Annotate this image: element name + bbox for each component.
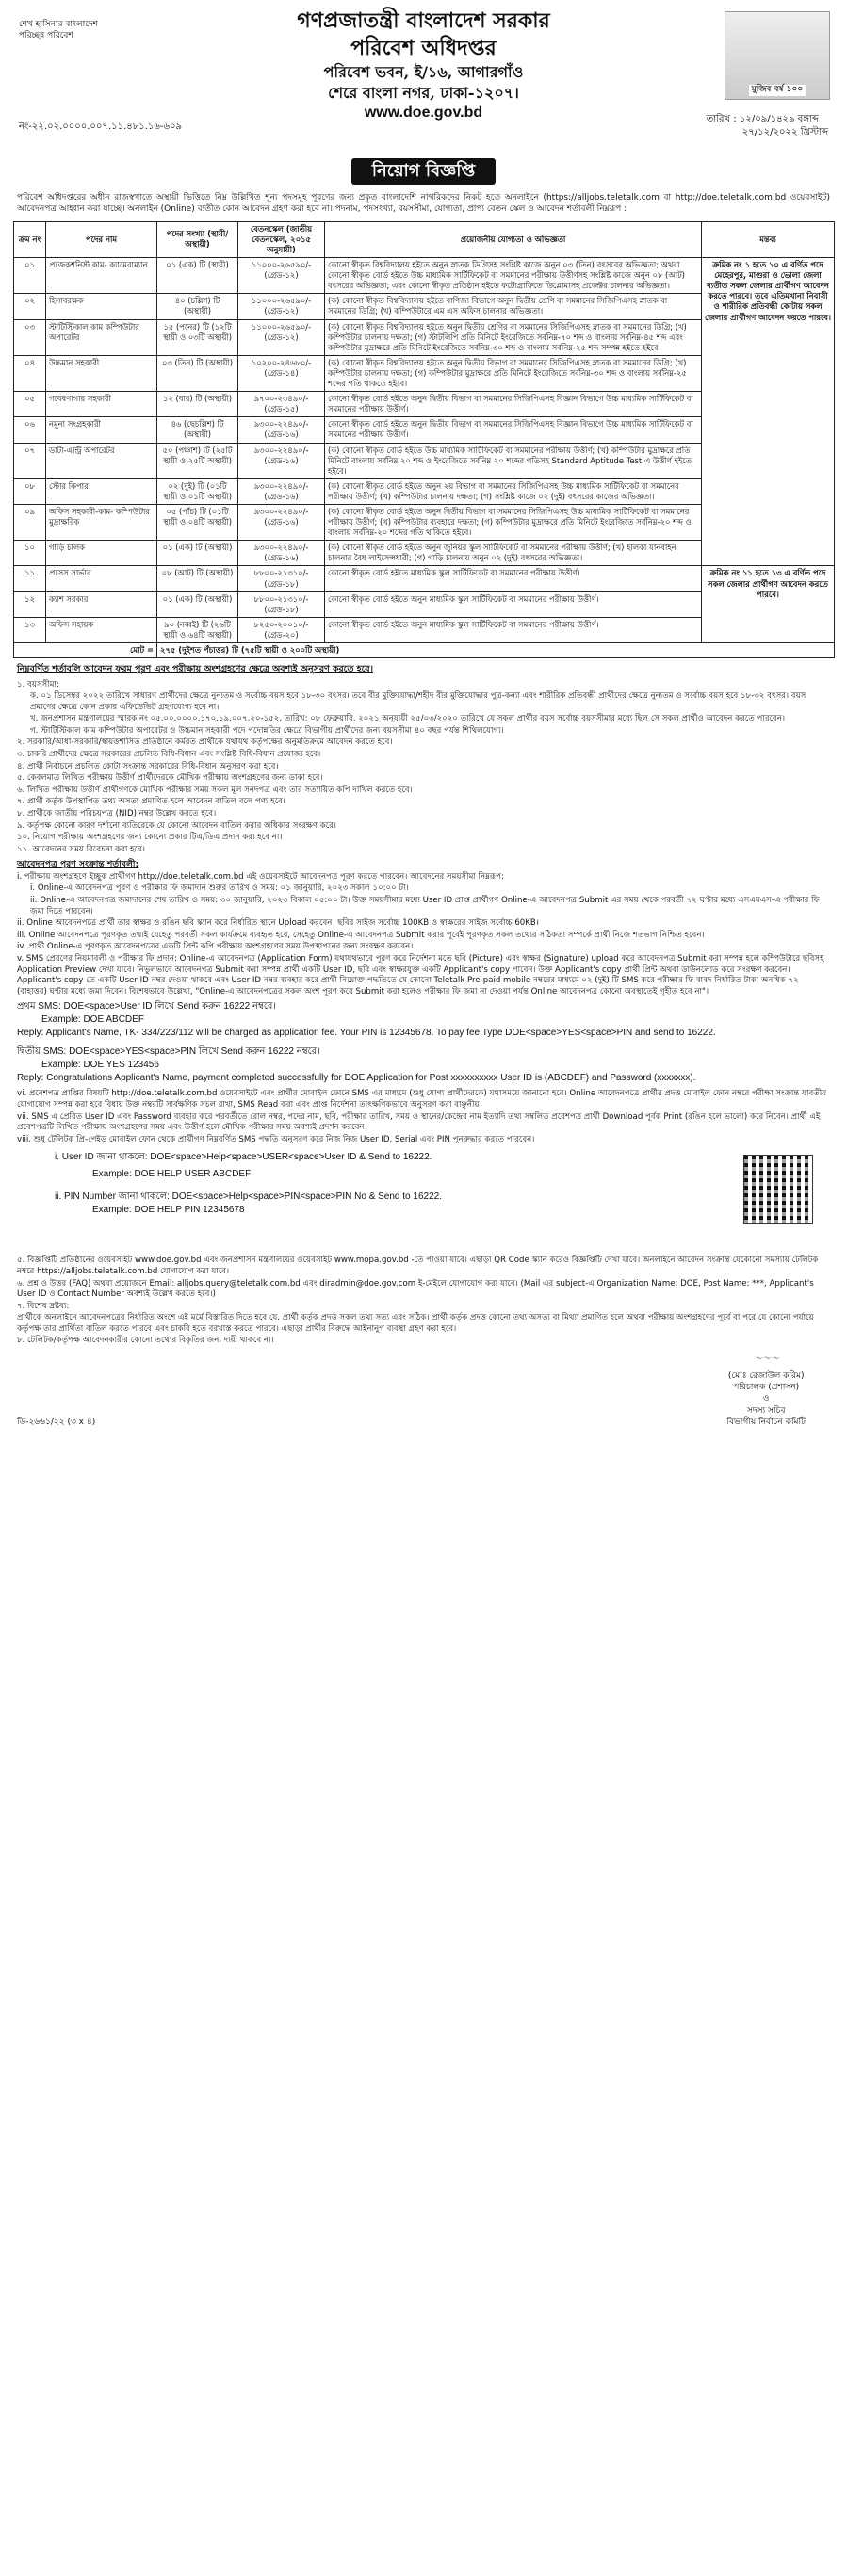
cell-scale: ৯৩০০-২২৪৯০/- (গ্রেড-১৬): [238, 478, 325, 504]
first-sms-example: Example: DOE ABCDEF: [41, 1014, 144, 1026]
signatory-title-3: সদস্য সচিব: [746, 1405, 786, 1416]
col-count: পদের সংখ্যা (স্থায়ী/অস্থায়ী): [157, 221, 238, 257]
cell-scale: ৯৩০০-২২৪৯০/- (গ্রেড-১৬): [238, 541, 325, 566]
cell-qual: কোনো স্বীকৃত বোর্ড হইতে অনুন দ্বিতীয় বিভাগ বা সমমানের সিজিপিএসহ বিজ্ঞান বিভাগে উচ্চ মাধ্যমিক সার্টিফিকেট বা সমমানের পরীক্ষায় উত্তীর্ণ।: [325, 417, 702, 443]
cell-post: হিসাবরক্ষক: [46, 294, 157, 319]
list-item: ১০. নিয়োগ পরীক্ষায় অংশগ্রহণের জন্য কোনো প্রকার টিএ/ডিএ প্রদান করা হবে না।: [17, 833, 283, 843]
cell-qual: (ক) কোনো স্বীকৃত বোর্ড হইতে অনুন জুনিয়র স্কুল সার্টিফিকেট বা সমমানের পরীক্ষায় উত্তীর্ণ; (খ) হালকা যানবাহন চালনার বৈধ লাইসেন্সধারী; (গ) গাড়ি চালনায় অনুন ০২ (দুই) বৎসরের অভিজ্ঞতা।: [325, 541, 702, 566]
cell-scale: ১১০০০-২৬৫৯০/- (গ্রেড-১২): [238, 294, 325, 319]
jobs-table-body: [14, 258, 835, 643]
notice-page: [13, 0, 834, 1433]
signature-area: [13, 1348, 834, 1433]
notice-date: তারিখ : ১২/০৯/১৪২৯ বঙ্গাব্দ ২৭/১২/২০২২ খ্রিস্টাব্দ: [706, 114, 828, 138]
table-row: [14, 566, 835, 591]
list-item: ৪. প্রার্থী নির্বাচনে প্রচলিত কোটা সংক্রান্ত সরকারের বিধি-বিধান অনুসরণ করা হবে।: [17, 761, 279, 771]
recovery-pin-example: Example: DOE HELP PIN 12345678: [92, 1205, 245, 1216]
sms-section: [17, 1000, 830, 1085]
cell-count: ০৩ (তিন) টি (অস্থায়ী): [157, 355, 238, 391]
cell-scale: ৯৭০০-২৩৪৯০/- (গ্রেড-১৫): [238, 392, 325, 417]
cell-no: ১০: [14, 541, 46, 566]
cell-no: ১২: [14, 591, 46, 617]
cell-post: প্রজেকশনিস্ট কাম- ক্যামেরাম্যান: [46, 258, 157, 294]
signatory-name: (মোঃ রেজাউল করিম): [727, 1371, 805, 1382]
date-english: ২৭/১২/২০২২ খ্রিস্টাব্দ: [741, 126, 828, 138]
cell-qual: (ক) কোনো স্বীকৃত বোর্ড হইতে অনুন দ্বিতীয় বিভাগ বা সমমানের সিজিপিএসহ উচ্চ মাধ্যমিক সার্টিফিকেট বা সমমানের পরীক্ষায় উত্তীর্ণ; (খ) কম্পিউটার ব্যবহারে দক্ষতা; (গ) কম্পিউটার মুদ্রাক্ষরে প্রতি মিনিটে ইংরেজিতে সর্বনিম্ন-২০ শব্দ ও বাংলায় সর্বনিম্ন-২০ শব্দের গতি থাকিতে হইবে।: [325, 504, 702, 540]
remark-posts-1-10: ক্রমিক নং ১ হতে ১০ এ বর্ণিত পদে মেহেরপুর, মাগুরা ও ভোলা জেলা ব্যতীত সকল জেলার প্রার্থীগণ আবেদন করতে পারবে। তবে এতিমখানা নিবাসী ও শারীরিক প্রতিবন্ধী কোটায় সকল জেলার প্রার্থীগণ আবেদন করতে পারবে।: [702, 258, 835, 566]
cell-count: ৪৬ (ছেচল্লিশ) টি (অস্থায়ী): [157, 417, 238, 443]
apply-list: [17, 872, 830, 998]
department-name: পরিবেশ অধিদপ্তর: [350, 36, 497, 61]
cell-no: ১৩: [14, 617, 46, 642]
slogan-line-2: পরিচ্ছন্ন পরিবেশ: [19, 31, 73, 41]
cell-scale: ১০২০০-২৪৬৮০/- (গ্রেড-১৪): [238, 355, 325, 391]
col-post: পদের নাম: [46, 221, 157, 257]
first-sms-reply: Reply: Applicant's Name, TK- 334/223/112 will be charged as application fee. Your PIN is 12345678. To pay fee Type DOE<space>YES<space>PIN and send to 16222.: [17, 1028, 716, 1039]
cell-scale: ৮৮০০-২১৩১০/- (গ্রেড-১৮): [238, 591, 325, 617]
list-item: vii. SMS এ প্রেরিত User ID এবং Password ব্যবহার করে পরবর্তীতে রোল নম্বর, পদের নাম, ছবি, পরীক্ষার তারিখ, সময় ও স্থানের/কেন্দ্রের নাম ইত্যাদি তথ্য সম্বলিত প্রবেশপত্র প্রার্থী Download পূর্বক Print (রঙিন হলে ভালো) করে নিবেন। প্রার্থী এই প্রবেশপত্রটি লিখিত পরীক্ষায় অংশগ্রহণের সময় এবং উত্তীর্ণ হলে মৌখিক পরীক্ষার সময় অবশ্যই প্রদর্শন করবেন।: [17, 1111, 821, 1133]
recovery-section: [17, 1151, 830, 1255]
mujib-borsho-logo: [725, 11, 830, 100]
government-title: গণপ্রজাতন্ত্রী বাংলাদেশ সরকার: [297, 8, 550, 33]
list-item: ৫. বিজ্ঞপ্তিটি প্রতিষ্ঠানের ওয়েবসাইট www.doe.gov.bd এবং জনপ্রশাসন মন্ত্রণালয়ের ওয়েবসাইট www.mopa.gov.bd -তে পাওয়া যাবে। এছাড়া QR Code স্ক্যান করেও বিজ্ঞপ্তিটি দেখা যাবে। অনলাইনে আবেদন সংক্রান্ত যেকোনো সমস্যায় টেলিটক নম্বরে https://alljobs.teletalk.com.bd যোগাযোগ করা যাবে।: [17, 1256, 819, 1276]
conditions-title: নিম্নবর্ণিত শর্তাবলি আবেদন ফরম পূরণ এবং পরীক্ষায় অংশগ্রহণের ক্ষেত্রে অবশ্যই অনুসরণ করতে হবে।: [17, 664, 373, 675]
cell-count: ০৫ (পাঁচ) টি (০১টি স্থায়ী ও ০৪টি অস্থায়ী): [157, 504, 238, 540]
list-item: খ. জনপ্রশাসন মন্ত্রণালয়ের স্মারক নং ০৫.০০.০০০০.১৭০.১৯.০০৭.২০-১৫২, তারিখ: ০৮ ফেব্রুয়ারি, ২০২১ অনুযায়ী ২৫/০৩/২০২০ তারিখে যে সকল প্রার্থীর বয়স সর্বোচ্চ বয়সসীমার মধ্যে ছিল সে সকল প্রার্থীও আবেদন করতে পারবেন।: [30, 714, 786, 724]
cell-qual: কোনো স্বীকৃত বোর্ড হইতে অনুন মাধ্যমিক স্কুল সার্টিফিকেট বা সমমানের পরীক্ষায় উত্তীর্ণ।: [325, 591, 702, 617]
cell-post: প্রসেস সার্ভার: [46, 566, 157, 591]
table-row: [14, 258, 835, 294]
cell-qual: (ক) কোনো স্বীকৃত বিশ্ববিদ্যালয় হইতে বাণিজ্য বিভাগে অনুন দ্বিতীয় শ্রেণি বা সমমানের সিজিপিএসহ স্নাতক বা সমমানের ডিগ্রি; (খ) কম্পিউটারে এম এস অফিস চালনার অভিজ্ঞতা।: [325, 294, 702, 319]
cell-post: স্টাটিস্টিকাল কাম কম্পিউটার অপারেটর: [46, 319, 157, 355]
cell-no: ০৯: [14, 504, 46, 540]
remark-posts-11-13: ক্রমিক নং ১১ হতে ১৩ এ বর্ণিত পদে সকল জেলার প্রার্থীগণ আবেদন করতে পারবে।: [702, 566, 835, 643]
memo-number: নং-২২.০২.০০০০.০০৭.১১.৪৮১.১৬-৬০৯: [19, 122, 183, 132]
col-remark: মন্তব্য: [702, 221, 835, 257]
qr-code-icon[interactable]: [743, 1155, 813, 1224]
cell-post: গবেষণাগার সহকারী: [46, 392, 157, 417]
cell-count: ০১ (এক) টি (অস্থায়ী): [157, 541, 238, 566]
cell-no: ০৪: [14, 355, 46, 391]
second-sms: দ্বিতীয় SMS: DOE<space>YES<space>PIN লিখে Send করুন 16222 নম্বরে।: [17, 1046, 320, 1058]
cell-scale: ৮৮০০-২১৩১০/- (গ্রেড-১৮): [238, 566, 325, 591]
list-item: v. SMS প্রেরণের নিয়মাবলী ও পরীক্ষার ফি প্রদান: Online-এ আবেদনপত্র (Application Form) যথাযথভাবে পূরণ করে নির্দেশনা মতে ছবি (Picture) এবং স্বাক্ষর (Signature) upload করে আবেদনপত্র Submit করা সম্পন্ন হলে কম্পিউটারে ছবিসহ Application Preview দেখা যাবে। নিভুলভাবে আবেদনপত্র Submit করা সম্পন্ন প্রার্থী একটি User ID, ছবি এবং স্বাক্ষরযুক্ত একটি Applicant's copy পাবেন। উক্ত Applicant's copy প্রার্থী প্রিন্ট অথবা ডাউনলোড করে সংরক্ষণ করবেন। Applicant's copy তে একটি User ID নম্বর দেওয়া থাকবে এবং User ID নম্বর ব্যবহার করে প্রার্থী নিম্নোক্ত পদ্ধতিতে যে কোনো Teletalk Pre-paid mobile নম্বরের মাধ্যমে ০২ (দুই) টি SMS করে পরীক্ষার ফি বাবদ নির্ধারিত টাকা অনধিক ৭২ (বাহাত্তর) ঘণ্টার মধ্যে জমা দিবেন। বিশেষভাবে উল্লেখ্য, "Online-এ আবেদনপত্রের সকল অংশ পূরণ করে Submit করা হলেও পরীক্ষার ফি জমা না দেওয়া পর্যন্ত Online আবেদনপত্র কোনো অবস্থাতেই গৃহীত হবে না"।: [17, 953, 824, 996]
signatory-title-2: ও: [762, 1394, 770, 1404]
list-item: ৯. কর্তৃপক্ষ কোনো কারণ দর্শানো ব্যতিরেকে যে কোনো আবেদন বাতিল করার অধিকার সংরক্ষণ করে।: [17, 820, 336, 831]
cell-post: ডাটা-এন্ট্রি অপারেটর: [46, 443, 157, 478]
list-item: ৫. কেবলমাত্র লিখিত পরীক্ষায় উত্তীর্ণ প্রার্থীদেরকে মৌখিক পরীক্ষায় অংশগ্রহণের জন্য ডাকা হবে।: [17, 773, 323, 784]
jobs-table: [13, 221, 835, 658]
cell-qual: (ক) কোনো স্বীকৃত বিশ্ববিদ্যালয় হইতে অনুন দ্বিতীয় বিভাগ বা সমমানের সিজিপিএসহ স্নাতক বা সমমানের ডিগ্রি; (খ) কম্পিউটার চালনায় দক্ষতা; (গ) কম্পিউটার মুদ্রাক্ষরে প্রতি মিনিটে ইংরেজিতে সর্বনিম্ন-৩০ শব্দ ও বাংলায় সর্বনিম্ন-২৫ শব্দের গতি থাকতে হইবে।: [325, 355, 702, 391]
recovery-user-example: Example: DOE HELP USER ABCDEF: [92, 1169, 252, 1180]
cell-count: ০১ (এক) টি (স্থায়ী): [157, 258, 238, 294]
cell-qual: (ক) কোনো স্বীকৃত বিশ্ববিদ্যালয় হইতে অনুন দ্বিতীয় শ্রেণির বা সমমানের সিজিপিএসহ স্নাতক বা সমমানের ডিগ্রি; (খ) কম্পিউটার চালনায় দক্ষতা; (গ) স্টাটলিপি প্রতি মিনিটে ইংরেজিতে সর্বনিম্ন-৭০ শব্দ ও বাংলায় সর্বনিম্ন-৪৫ শব্দ এবং কম্পিউটার মুদ্রাক্ষরে প্রতি মিনিটে ইংরেজিতে সর্বনিম্ন-৩০ শব্দ ও বাংলায় সর্বনিম্ন-২৫ শব্দ সম্পন্ন হইতে হইবে।: [325, 319, 702, 355]
notice-title: নিয়োগ বিজ্ঞপ্তি: [351, 158, 496, 185]
address-line-1: পরিবেশ ভবন, ই/১৬, আগারগাঁও: [323, 63, 524, 82]
cell-count: ০১ (এক) টি (অস্থায়ী): [157, 591, 238, 617]
cell-no: ০৩: [14, 319, 46, 355]
logo-text: মুজিব বর্ষ ১০০: [749, 85, 806, 96]
cell-post: ক্যাশ সরকার: [46, 591, 157, 617]
cell-no: ০১: [14, 258, 46, 294]
after-sms-list: [17, 1089, 830, 1145]
list-item: i. Online-এ আবেদনপত্র পূরণ ও পরীক্ষার ফি জমাদান শুরুর তারিখ ও সময়: ০১ জানুয়ারি, ২০২৩ সকাল ১০:০০ টা।: [30, 883, 409, 894]
cell-count: ৪০ (চল্লিশ) টি (অস্থায়ী): [157, 294, 238, 319]
cell-scale: ৯৩০০-২২৪৯০/- (গ্রেড-১৬): [238, 443, 325, 478]
list-item: iii. Online আবেদনপত্রে পূরণকৃত তথ্যই যেহেতু পরবর্তী সকল কার্যক্রমে ব্যবহৃত হবে, সেহেতু Online-এ আবেদনপত্র Submit করার পূর্বেই পূরণকৃত সকল তথ্যের সঠিকতা সম্পর্কে প্রার্থী নিজে শতভাগ নিশ্চিত হবেন।: [17, 930, 705, 940]
list-item: ৩. চাকরি প্রার্থীদের ক্ষেত্রে সরকারের প্রচলিত বিধি-বিধান এবং সংশ্লিষ্ট বিধি-বিধান প্রযোজ্য হবে।: [17, 750, 321, 760]
final-notes: [17, 1256, 830, 1347]
list-item: ২. সরকারি/আধা-সরকারি/স্বায়ত্তশাসিত প্রতিষ্ঠানে কর্মরত প্রার্থীকে যথাযথ কর্তৃপক্ষের অনুমতিক্রমে আবেদন করতে হবে।: [17, 737, 393, 748]
cell-post: নমুনা সংগ্রহকারী: [46, 417, 157, 443]
cell-no: ০৬: [14, 417, 46, 443]
cell-post: অফিস সহকারী-কাম- কম্পিউটার মুদ্রাক্ষরিক: [46, 504, 157, 540]
cell-scale: ৯৩০০-২২৪৯০/- (গ্রেড-১৬): [238, 417, 325, 443]
total-label: মোট =: [14, 643, 157, 658]
col-serial: ক্রম নং: [14, 221, 46, 257]
address-line-2: শেরে বাংলা নগর, ঢাকা-১২০৭।: [328, 83, 519, 102]
cell-qual: কোনো স্বীকৃত বোর্ড হইতে অনুন দ্বিতীয় বিভাগ বা সমমানের সিজিপিএসহ বিজ্ঞান বিভাগে উচ্চ মাধ্যমিক সার্টিফিকেট বা সমমানের পরীক্ষায় উত্তীর্ণ।: [325, 392, 702, 417]
table-header-row: [14, 221, 835, 257]
list-item: ১. বয়সসীমা:: [17, 679, 59, 689]
cell-count: ১২ (বার) টি (অস্থায়ী): [157, 392, 238, 417]
date-bangla: ১২/০৯/১৪২৯ বঙ্গাব্দ: [739, 114, 819, 124]
total-row: [14, 643, 835, 658]
list-item: ৬. প্রশ্ন ও উত্তর (FAQ) অথবা প্রয়োজনে Email: alljobs.query@teletalk.com.bd এবং diradmin@doe.gov.com ই-মেইলে যোগাযোগ করা যাবে। (Mail এর subject-এ Organization Name: DOE, Post Name: ***, Applicant's User ID ও Contact Number অবশ্যই উল্লেখ করতে হবে।): [17, 1278, 814, 1300]
cell-count: ০২ (দুই) টি (০১টি স্থায়ী ও ০১টি অস্থায়ী): [157, 478, 238, 504]
list-item: iv. প্রার্থী Online-এ পূরণকৃত আবেদনপত্রের একটি প্রিন্ট কপি পরীক্ষায় অংশগ্রহণের সময় উপস্থাপনের জন্য সংরক্ষণ করবেন।: [17, 942, 414, 952]
list-item: ৮. টেলিটক/কর্তৃপক্ষ আবেদনকারীর কোনো তথ্যের বিকৃতির জন্য দায়ী থাকবে না।: [17, 1336, 274, 1346]
header-slogan: [19, 19, 98, 41]
list-item: গ. স্টাটিস্টিকাল কাম কম্পিউটার অপারেটর ও উচ্চমান সহকারী পদে পদোন্নতির ক্ষেত্রে বিভাগীয় প্রার্থীদের জন্য বয়সসীমা ৪০ বছর পর্যন্ত শিথিলযোগ্য।: [30, 725, 504, 736]
signatory-title-1: পরিচালক (প্রশাসন): [733, 1383, 800, 1393]
cell-count: ৫০ (পঞ্চাশ) টি (২৫টি স্থায়ী ও ২৫টি অস্থায়ী): [157, 443, 238, 478]
second-sms-example: Example: DOE YES 123456: [41, 1060, 159, 1071]
cell-scale: ১১০০০-২৬৫৯০/- (গ্রেড-১২): [238, 258, 325, 294]
list-item: vi. প্রবেশপত্র প্রাপ্তির বিষয়টি http://doe.teletalk.com.bd ওয়েবসাইটে এবং প্রার্থীর মোবাইল ফোনে SMS এর মাধ্যমে (শুধু যোগ্য প্রার্থীদেরকে) যথাসময়ে জানানো হবে। Online আবেদনপত্রে প্রার্থীর প্রদত্ত মোবাইল ফোন নম্বরে পরীক্ষা সংক্রান্ত যাবতীয় যোগাযোগ সম্পন্ন করা হবে বিধায় উক্ত নম্বরটি সার্বক্ষণিক সচল রাখা, SMS Read করা এবং প্রাপ্ত নির্দেশনা তাৎক্ষণিকভাবে অনুসরণ করা বাঞ্ছনীয়।: [17, 1089, 827, 1110]
cell-qual: কোনো স্বীকৃত বোর্ড হইতে মাধ্যমিক স্কুল সার্টিফিকেট বা সমমানের পরীক্ষায় উত্তীর্ণ।: [325, 566, 702, 591]
total-value: ২৭৫ (দুইশত পঁচাত্তর) টি (৭৫টি স্থায়ী ও ২০০টি অস্থায়ী): [157, 643, 835, 658]
col-scale: বেতনস্কেল (জাতীয় বেতনস্কেল, ২০১৫ অনুযায়ী): [238, 221, 325, 257]
list-item: viii. শুধু টেলিটক প্রি-পেইড মোবাইল ফোন থেকে প্রার্থীগণ নিম্নবর্ণিত SMS পদ্ধতি অনুসরণ করে নিজ নিজ User ID, Serial এবং PIN পুনরুদ্ধার করতে পারবেন।: [17, 1134, 535, 1144]
cell-scale: ১১০০০-২৬৫৯০/- (গ্রেড-১২): [238, 319, 325, 355]
cell-post: গাড়ি চালক: [46, 541, 157, 566]
list-item: ৭. প্রার্থী কর্তৃক উপস্থাপিত তথ্য অসত্য প্রমাণিত হলে আবেদন বাতিল বলে গণ্য হবে।: [17, 797, 285, 807]
cell-scale: ৮২৫০-২০০১০/- (গ্রেড-২০): [238, 617, 325, 642]
list-item: ৬. লিখিত পরীক্ষায় উত্তীর্ণ প্রার্থীগণকে মৌখিক পরীক্ষার সময় সকল মূল সনদপত্র এবং তার সত্যায়িত কপি দাখিল করতে হবে।: [17, 785, 413, 795]
first-sms: প্রথম SMS: DOE<space>User ID লিখে Send করুন 16222 নম্বরে।: [17, 1001, 276, 1013]
cell-post: স্টোর কিপার: [46, 478, 157, 504]
cell-scale: ৯৩০০-২২৪৯০/- (গ্রেড-১৬): [238, 504, 325, 540]
conditions-list: [17, 680, 830, 856]
signature-scribble-icon: ～～～: [753, 1354, 779, 1365]
cell-no: ০৮: [14, 478, 46, 504]
list-item: ৭. বিশেষ দ্রষ্টব্য:: [17, 1301, 70, 1311]
cell-no: ০৫: [14, 392, 46, 417]
list-item: প্রার্থীকে অনলাইনে আবেদনপত্রের নির্ধারিত অংশে এই মর্মে বিস্তারিত দিতে হবে যে, প্রার্থী কর্তৃক প্রদত্ত সকল তথ্য সত্য এবং সঠিক। প্রার্থী কর্তৃক প্রদত্ত কোনো তথ্য অসত্য বা মিথ্যা প্রমাণিত হলে অথবা পরীক্ষায় অংশগ্রহণের পূর্বে বা পরে যে কোনো পর্যায়ে কর্তৃপক্ষ তার প্রার্থিতা বাতিল করতে পারবে এবং চাকরি হতে বরখাস্ত করতে পারবে। এছাড়া প্রার্থীর বিরুদ্ধে আইনানুগ ব্যবস্থা গ্রহণ করা হবে।: [17, 1313, 814, 1334]
cell-qual: (ক) কোনো স্বীকৃত বোর্ড হইতে অনুন ২য় বিভাগ বা সমমানের সিজিপিএসহ উচ্চ মাধ্যমিক সার্টিফিকেট বা সমমানের পরীক্ষায় উত্তীর্ণ; (খ) কম্পিউটার চালনায় দক্ষতা; (গ) সংশ্লিষ্ট কাজে ০২ (দুই) বৎসরের কাজের অভিজ্ঞতা।: [325, 478, 702, 504]
slogan-line-1: শেখ হাসিনার বাংলাদেশ: [19, 20, 98, 29]
cell-post: উচ্চমান সহকারী: [46, 355, 157, 391]
list-item: ১১. আবেদনের সময় বিবেচনা করা হবে।: [17, 844, 145, 854]
cell-count: ০৮ (আট) টি (অস্থায়ী): [157, 566, 238, 591]
intro-paragraph: পরিবেশ অধিদপ্তরের অধীন রাজস্বখাতে অস্থায়ী ভিত্তিতে নিম্ন উল্লিখিত শূন্য পদসমূহ পূরণের জন্য প্রকৃত বাংলাদেশি নাগরিকদের নিকট হতে অনলাইনে (https://alljobs.teletalk.com বা http://doe.teletalk.com.bd ওয়েবসাইট) আবেদনপত্র আহ্বান করা যাচ্ছে। অনলাইন (Online) ব্যতীত কোন আবেদন গ্রহণ করা হবে না। পদনাম, পদসংখ্যা, বয়সসীমা, যোগ্যতা, প্রাপ্য বেতন স্কেল ও আবেদন শর্তাবলী নিম্নরূপ :: [17, 193, 830, 215]
cell-qual: কোনো স্বীকৃত বোর্ড হইতে অনুন মাধ্যমিক স্কুল সার্টিফিকেট বা সমমানের পরীক্ষায় উত্তীর্ণ।: [325, 617, 702, 642]
header: [13, 8, 834, 158]
cell-qual: (ক) কোনো স্বীকৃত বোর্ড হইতে উচ্চ মাধ্যমিক সার্টিফিকেট বা সমমানের পরীক্ষায় উত্তীর্ণ; (খ) কম্পিউটার মুদ্রাক্ষরে প্রতি মিনিটে বাংলায় সর্বনিম্ন ২০ শব্দ ও ইংরেজিতে সর্বনিম্ন ২০ শব্দের গতিসহ Standard Aptitude Test এ উত্তীর্ণ হইতে হইবে।: [325, 443, 702, 478]
signatory-title-4: বিভাগীয় নির্বাচন কমিটি: [726, 1417, 806, 1427]
cell-no: ১১: [14, 566, 46, 591]
second-sms-reply: Reply: Congratulations Applicant's Name, payment completed successfully for DOE Application for Post xxxxxxxxxx User ID is (ABCDEF) and Password (xxxxxxx).: [17, 1073, 696, 1084]
recovery-pin: ii. PIN Number জানা থাকলে: DOE<space>Help<space>PIN<space>PIN No & Send to 16222.: [55, 1191, 442, 1203]
cell-no: ০৭: [14, 443, 46, 478]
title-wrap: [13, 158, 834, 186]
apply-section: [17, 859, 830, 997]
apply-title: আবেদনপত্র পূরণ সংক্রান্ত শর্তাবলী:: [17, 859, 139, 870]
list-item: ক. ০১ ডিসেম্বর ২০২২ তারিখে সাধারণ প্রার্থীদের ক্ষেত্রে নুন্যতম ও সর্বোচ্চ বয়স হবে ১৮-৩০ বৎসর। তবে বীর মুক্তিযোদ্ধা/শহীদ বীর মুক্তিযোদ্ধার পুত্র-কন্যা এবং শারীরিক প্রতিবন্ধী প্রার্থীদের ক্ষেত্রে নুন্যতম ও সর্বোচ্চ বয়স হবে ১৮-৩২ বৎসর। বয়স প্রমাণের ক্ষেত্রে কোন প্রকার এফিডেভিট গ্রহণযোগ্য হবে না।: [30, 691, 806, 712]
recovery-user-id: i. User ID জানা থাকলে: DOE<space>Help<space>USER<space>User ID & Send to 16222.: [55, 1152, 432, 1163]
cell-count: ৯০ (নব্বই) টি (২৬টি স্থায়ী ও ৬৪টি অস্থায়ী): [157, 617, 238, 642]
website[interactable]: www.doe.gov.bd: [364, 105, 483, 122]
signature-block: [726, 1353, 806, 1428]
list-item: ii. Online আবেদনপত্রে প্রার্থী তার স্বাক্ষর ও রঙিন ছবি স্ক্যান করে নির্ধারিত স্থানে Upload করবেন। ছবির সাইজ সর্বোচ্চ 100KB ও স্বাক্ষরের সাইজ সর্বোচ্চ 60KB।: [17, 918, 540, 929]
list-item: ii. Online-এ আবেদনপত্র জমাদানের শেষ তারিখ ও সময়: ৩০ জানুয়ারি, ২০২৩ বিকাল ০৫:০০ টা। উক্ত সময়সীমার মধ্যে User ID প্রাপ্ত প্রার্থীগণ Online-এ আবেদনপত্র Submit এর সময় থেকে পরবর্তী ৭২ ঘণ্টার মধ্যে এসএমএস-এ পরীক্ষার ফি জমা দিতে পারবেন।: [30, 896, 820, 916]
col-qualification: প্রয়োজনীয় যোগ্যতা ও অভিজ্ঞতা: [325, 221, 702, 257]
cell-post: অফিস সহায়ক: [46, 617, 157, 642]
list-item: ৮. প্রার্থীকে জাতীয় পরিচয়পত্র (NID) নম্বর উল্লেখ করতে হবে।: [17, 809, 217, 819]
list-item: i. পরীক্ষায় অংশগ্রহণে ইচ্ছুক প্রার্থীগণ http://doe.teletalk.com.bd এই ওয়েবসাইটে আবেদনপত্র পূরণ করতে পারবেন। আবেদনের সময়সীমা নিম্নরূপ:: [17, 871, 504, 882]
footer-code: ডি-২৬৬১/২২ (৩ x ৪): [17, 1418, 96, 1428]
cell-qual: কোনো স্বীকৃত বিশ্ববিদ্যালয় হইতে অনুন স্নাতক ডিগ্রিসহ সংশ্লিষ্ট কাজে অনুন ০৩ (তিন) বৎসরের অভিজ্ঞতা; অথবা কোনো স্বীকৃত বোর্ড হইতে উচ্চ মাধ্যমিক সার্টিফিকেট বা সমমানের পরীক্ষায় উত্তীর্ণসহ সংশ্লিষ্ট কাজে অনুন ০৮ (আট) বৎসরের অভিজ্ঞতা; এবং কোনো স্বীকৃত প্রতিষ্ঠান হইতে ফটোগ্রাফিতে ডিপ্লোমাসহ প্রজেক্টর চালনার অভিজ্ঞতা।: [325, 258, 702, 294]
cell-count: ১৫ (পনের) টি (১২টি স্থায়ী ও ০৩টি অস্থায়ী): [157, 319, 238, 355]
cell-no: ০২: [14, 294, 46, 319]
